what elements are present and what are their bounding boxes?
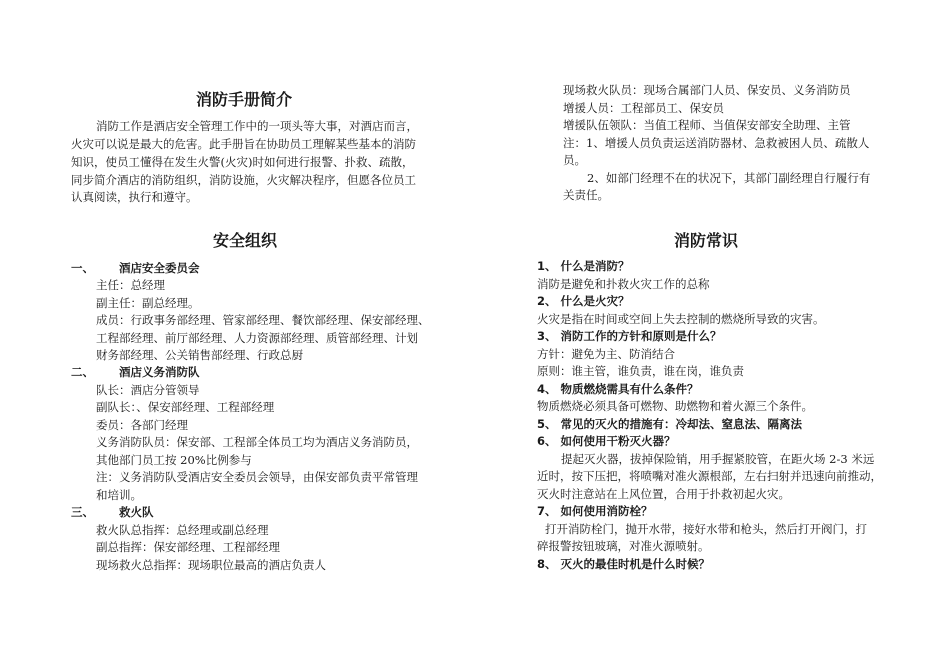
list-line: 副队长：、保安部经理、工程部经理: [96, 400, 275, 414]
continuation-line: 增援队伍领队：当值工程师、当值保安部安全助理、主管: [563, 118, 851, 132]
continuation-line: 注：1、增援人员负责运送消防器材、急救被困人员、疏散人: [563, 136, 870, 150]
section-heading: 救火队: [119, 505, 154, 519]
list-line: 副主任：副总经理。: [96, 296, 200, 310]
answer: 灭火时注意站在上风位置，合用于扑救初起火灾。: [537, 487, 790, 501]
continuation-line: 关责任。: [563, 188, 609, 202]
intro-paragraph-line: 认真阅读，执行和遵守。: [71, 190, 198, 204]
intro-paragraph-line: 火灾可以说是最大的危害。此手册旨在协助员工理解某些基本的消防: [71, 137, 416, 151]
continuation-line: 现场救火队员：现场合属部门人员、保安员、义务消防员: [563, 83, 851, 97]
common-knowledge-title: 消防常识: [674, 231, 739, 250]
section-heading: 酒店义务消防队: [119, 365, 200, 379]
answer: 方针：避免为主、防消结合: [537, 347, 675, 361]
section-number: 一、: [71, 261, 94, 275]
list-line: 注：义务消防队受酒店安全委员会领导，由保安部负责平常管理: [96, 470, 418, 484]
section-number: 三、: [71, 505, 94, 519]
answer: 提起灭火器，拔掉保险销，用手握紧胶管，在距火场 2-3 米远: [561, 452, 875, 466]
answer: 打开消防栓门，抛开水带，接好水带和枪头，然后打开阀门，打: [545, 522, 867, 536]
answer: 消防是避免和扑救火灾工作的总称: [537, 277, 710, 291]
list-line: 队长：酒店分管领导: [96, 383, 200, 397]
question: 2、 什么是火灾？: [537, 294, 630, 308]
list-line: 和培训。: [96, 488, 142, 502]
list-line: 副总指挥：保安部经理、工程部经理: [96, 540, 280, 554]
intro-paragraph-line: 消防工作是酒店安全管理工作中的一项头等大事，对酒店而言，: [96, 119, 418, 133]
list-line: 工程部经理、前厅部经理、人力资源部经理、质管部经理、计划: [96, 331, 418, 345]
list-line: 现场救火总指挥：现场职位最高的酒店负责人: [96, 558, 326, 572]
continuation-line: 2、如部门经理不在的状况下，其部门副经理自行履行有: [587, 171, 871, 185]
answer: 碎报警按钮玻璃，对准火源喷射。: [537, 539, 710, 553]
list-line: 主任：总经理: [96, 278, 165, 292]
intro-paragraph-line: 同步简介酒店的消防组织，消防设施，火灾解决程序，但愿各位员工: [71, 173, 416, 187]
question: 8、 灭火的最佳时机是什么时候？: [537, 557, 711, 571]
list-line: 其他部门员工按 20%比例参与: [96, 453, 252, 467]
question: 7、 如何使用消防栓？: [537, 504, 653, 518]
list-line: 成员：行政事务部经理、管家部经理、餐饮部经理、保安部经理、: [96, 313, 430, 327]
list-line: 救火队总指挥：总经理或副总经理: [96, 523, 269, 537]
list-line: 义务消防队员：保安部、工程部全体员工均为酒店义务消防员，: [96, 435, 418, 449]
question: 6、 如何使用干粉灭火器？: [537, 434, 676, 448]
list-line: 委员：各部门经理: [96, 418, 188, 432]
intro-paragraph-line: 知识，使员工懂得在发生火警(火灾)时如何进行报警、扑救、疏散，: [71, 155, 414, 169]
continuation-line: 增援人员：工程部员工、保安员: [563, 101, 724, 115]
continuation-line: 员。: [563, 153, 586, 167]
section-number: 二、: [71, 365, 94, 379]
question: 4、 物质燃烧需具有什么条件？: [537, 382, 699, 396]
list-line: 财务部经理、公关销售部经理、行政总厨: [96, 348, 303, 362]
section-heading: 酒店安全委员会: [119, 261, 200, 275]
question: 3、 消防工作的方针和原则是什么？: [537, 329, 722, 343]
intro-title: 消防手册简介: [196, 90, 293, 109]
safety-org-title: 安全组织: [213, 231, 278, 250]
answer: 物质燃烧必须具备可燃物、助燃物和着火源三个条件。: [537, 399, 813, 413]
question: 1、 什么是消防？: [537, 259, 630, 273]
question: 5、 常见的灭火的措施有：冷却法、窒息法、隔离法: [537, 417, 803, 431]
answer: 火灾是指在时间或空间上失去控制的燃烧所导致的灾害。: [537, 312, 825, 326]
answer: 原则：谁主管，谁负责，谁在岗，谁负责: [537, 364, 744, 378]
answer: 近时，按下压把，将喷嘴对准火源根部，左右扫射并迅速向前推动，: [537, 469, 882, 483]
